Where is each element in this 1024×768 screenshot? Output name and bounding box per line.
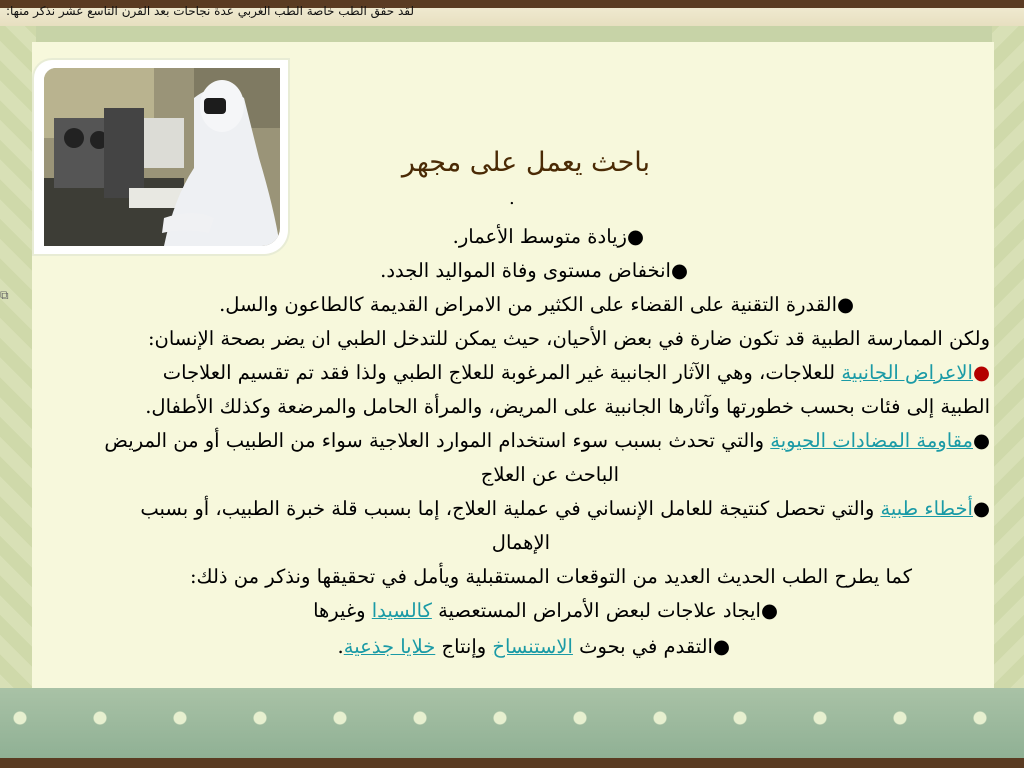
- link-stem-cells[interactable]: خلايا جذعية: [343, 635, 436, 658]
- researcher-illustration: [44, 68, 280, 246]
- link-antibiotic-resistance[interactable]: مقاومة المضادات الحيوية: [770, 429, 973, 452]
- bullet-side-effects: [163, 361, 990, 384]
- link-aids[interactable]: كالسيدا: [371, 599, 432, 622]
- microscope-photo: [44, 68, 280, 246]
- bullet-disease-elimination: ●القدرة التقنية على القضاء على الكثير من الامراض القديمة كالطاعون والسل.: [219, 293, 854, 316]
- antibiotic-continuation: الباحث عن العلاج: [480, 463, 619, 486]
- cure-text-end: وغيرها: [313, 599, 372, 622]
- link-cloning[interactable]: الاستنساخ: [492, 635, 573, 658]
- right-decoration: [992, 26, 1024, 694]
- future-intro: كما يطرح الطب الحديث العديد من التوقعات المستقبلية ويأمل في تحقيقها ونذكر من ذلك:: [189, 565, 912, 588]
- medical-errors-text: والتي تحصل كنتيجة للعامل الإنساني في عملية العلاج، إما بسبب قلة خبرة الطبيب، أو بسبب: [140, 497, 881, 520]
- bullet-cloning-research: [338, 635, 730, 658]
- bullet-infant-mortality: ●انخفاض مستوى وفاة المواليد الجدد.: [380, 259, 688, 282]
- bullet-cure-diseases: [313, 599, 778, 622]
- title-dot: .: [509, 188, 515, 209]
- slide-nav-icon[interactable]: ⧉: [0, 288, 9, 302]
- photo-frame: [34, 60, 288, 254]
- left-decoration: [0, 26, 36, 694]
- bottom-border: [0, 758, 1024, 768]
- cure-text: ●ايجاد علاجات لبعض الأمراض المستعصية: [431, 599, 778, 622]
- side-effects-continuation: الطبية إلى فئات بحسب خطورتها وآثارها الجانبية على المريض، والمرأة الحامل والمرضعة وكذلك الأطفال.: [145, 395, 990, 418]
- link-medical-errors[interactable]: أخطاء طبية: [880, 497, 973, 520]
- cloning-text-end: .: [337, 635, 344, 658]
- bullet-medical-errors: [140, 497, 990, 520]
- harm-intro: ولكن الممارسة الطبية قد تكون ضارة في بعض الأحيان، حيث يمكن للتدخل الطبي ان يضر بصحة الإنسان:: [147, 327, 990, 350]
- red-bullet-icon: ●: [972, 361, 990, 384]
- cloning-text: ●التقدم في بحوث: [572, 635, 730, 658]
- link-side-effects[interactable]: الاعراض الجانبية: [841, 361, 973, 384]
- side-effects-text: للعلاجات، وهي الآثار الجانبية غير المرغوبة للعلاج الطبي ولذا فقد تم تقسيم العلاجات: [162, 361, 842, 384]
- medical-errors-continuation: الإهمال: [491, 531, 550, 554]
- slide-title: باحث يعمل على مجهر: [401, 147, 650, 178]
- bottom-ornament: [0, 688, 1024, 760]
- bullet-life-expectancy: ●زيادة متوسط الأعمار.: [452, 225, 644, 248]
- bullet-antibiotic-resistance: [104, 429, 990, 452]
- bullet-icon: ●: [972, 429, 990, 452]
- bullet-icon: ●: [972, 497, 990, 520]
- cloning-text-mid: وإنتاج: [435, 635, 493, 658]
- header-text: لقد حقق الطب خاصة الطب الغربي عدة نجاحات بعد القرن التاسع عشر نذكر منها:: [5, 4, 414, 18]
- antibiotic-text: والتي تحدث بسبب سوء استخدام الموارد العلاجية سواء من الطبيب أو من المريض: [104, 429, 771, 452]
